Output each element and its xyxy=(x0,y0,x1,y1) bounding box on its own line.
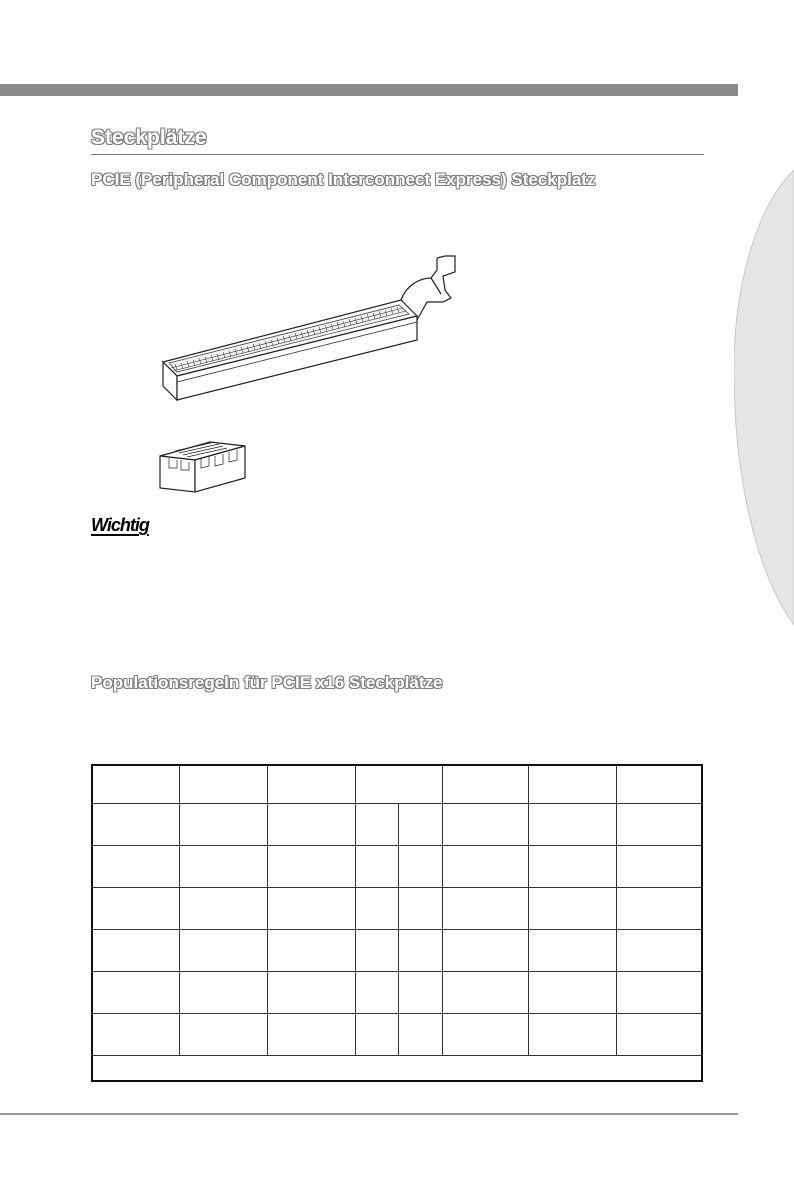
table-cell xyxy=(442,765,528,804)
table-cell xyxy=(528,765,616,804)
table-row xyxy=(92,888,702,930)
table-header-row xyxy=(92,765,702,804)
table-row xyxy=(92,804,702,846)
population-rules-title: Populationsregeln für PCIE x16 Steckplätze xyxy=(91,673,443,692)
table-cell xyxy=(616,765,702,804)
side-chapter-tab xyxy=(734,170,794,630)
pcie-x16-slot-icon xyxy=(155,250,475,410)
table-row xyxy=(92,846,702,888)
table-cell xyxy=(92,765,179,804)
pcie-slot-subtitle: PCIE (Peripheral Component Interconnect Express) Steckplatz xyxy=(91,170,596,189)
footer-rule xyxy=(0,1113,738,1115)
table-row xyxy=(92,1014,702,1056)
table-cell xyxy=(179,765,267,804)
important-note-label: Wichtig xyxy=(91,515,149,535)
section-title: Steckplätze xyxy=(91,126,207,149)
table-footer-row xyxy=(92,1056,702,1082)
table-cell xyxy=(267,765,355,804)
table-row xyxy=(92,930,702,972)
top-header-bar xyxy=(0,84,738,96)
pcie-x1-slot-icon xyxy=(155,436,250,496)
population-rules-table xyxy=(91,764,703,1082)
table-cell xyxy=(355,765,442,804)
table-row xyxy=(92,972,702,1014)
title-underline xyxy=(91,154,704,155)
